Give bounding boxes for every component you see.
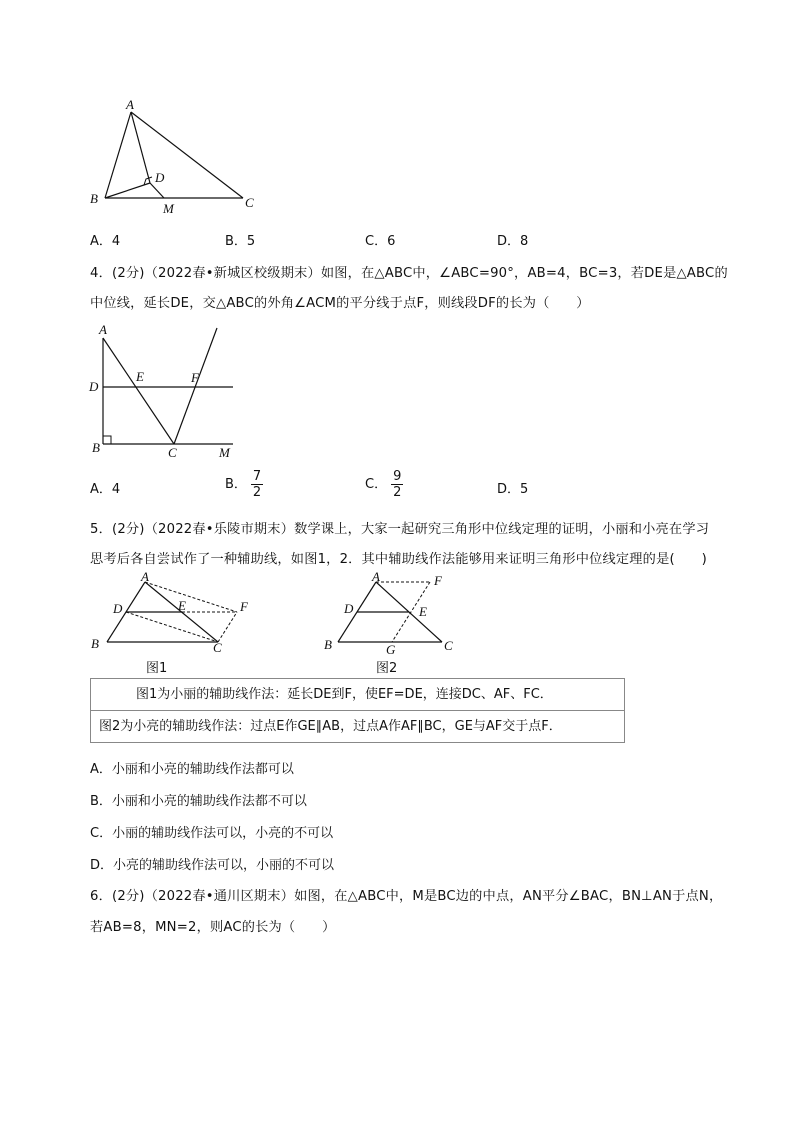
q5-fig1-label-E: E [178, 598, 186, 613]
q5-fig2-label-D: D [344, 601, 354, 616]
q3-label-B: B [90, 191, 98, 206]
q4-label-D: D [89, 379, 99, 394]
q4-label-C: C [168, 445, 177, 460]
q4-label-A: A [99, 322, 107, 337]
q4-option-b[interactable] [225, 469, 263, 500]
q5-fig2-label-A: A [372, 570, 380, 584]
q5-fig2-label-G: G [386, 642, 396, 656]
q4-label-F: F [191, 370, 199, 385]
q5-fig2-label-E: E [419, 604, 427, 619]
q5-method-xiaoli: 图1为小丽的辅助线作法：延长DE到F，使EF=DE，连接DC、AF、FC． [136, 687, 553, 702]
q5-fig1-label-F: F [240, 599, 248, 614]
q3-option-c[interactable]: C．6 [365, 234, 396, 249]
q5-fig1-caption: 图1 [146, 661, 168, 676]
q5-figure2 [320, 570, 465, 656]
q3-label-C: C [245, 195, 254, 210]
q4-option-a[interactable]: A．4 [90, 482, 121, 497]
q3-label-M: M [163, 201, 174, 216]
q5-fig1-label-D: D [113, 601, 123, 616]
q4-text-line1: 4．(2分)（2022春•新城区校级期末）如图，在△ABC中，∠ABC=90°，AB=4，BC=3，若DE是△ABC的 [90, 266, 728, 281]
q5-option-a[interactable]: A．小丽和小亮的辅助线作法都可以 [90, 762, 294, 777]
q4-option-c-prefix: C． [365, 477, 388, 492]
q4-label-E: E [136, 369, 144, 384]
q4-option-c-fraction [391, 469, 403, 500]
q4-figure [85, 320, 245, 460]
q4-option-d[interactable]: D．5 [497, 482, 529, 497]
q3-label-A: A [126, 97, 134, 112]
q5-option-c[interactable]: C．小丽的辅助线作法可以，小亮的不可以 [90, 826, 334, 841]
q4-label-B: B [92, 440, 100, 455]
q4-option-c-numerator: 9 [393, 469, 402, 484]
q3-label-D: D [155, 170, 165, 185]
q4-option-b-denominator: 2 [252, 485, 262, 500]
q5-figure1 [85, 570, 260, 656]
q5-option-d[interactable]: D．小亮的辅助线作法可以，小丽的不可以 [90, 858, 335, 873]
q3-option-d[interactable]: D．8 [497, 234, 529, 249]
q5-fig1-label-B: B [91, 636, 99, 651]
q5-fig2-label-F: F [434, 573, 442, 588]
q3-figure [85, 95, 265, 220]
q5-text-line1: 5．(2分)（2022春•乐陵市期末）数学课上，大家一起研究三角形中位线定理的证明，小丽和小亮在学习 [90, 522, 710, 537]
q4-option-c-denominator: 2 [393, 485, 402, 500]
q5-fig1-label-C: C [213, 640, 222, 655]
q5-fig2-caption: 图2 [376, 661, 398, 676]
q5-option-b[interactable]: B．小丽和小亮的辅助线作法都不可以 [90, 794, 307, 809]
q4-option-b-numerator: 7 [252, 469, 262, 484]
q5-fig2-label-B: B [324, 637, 332, 652]
q3-option-a[interactable]: A．4 [90, 234, 121, 249]
q5-fig2-label-C: C [444, 638, 453, 653]
q4-text-line2: 中位线，延长DE，交△ABC的外角∠ACM的平分线于点F，则线段DF的长为（ ） [90, 296, 590, 311]
q5-method-xiaoliang: 图2为小亮的辅助线作法：过点E作GE∥AB，过点A作AF∥BC，GE与AF交于点F． [91, 710, 624, 742]
q6-text-line2: 若AB=8，MN=2，则AC的长为（ ） [90, 920, 336, 935]
q5-text-line2: 思考后各自尝试作了一种辅助线，如图1，2．其中辅助线作法能够用来证明三角形中位线定理的是( ) [90, 552, 707, 567]
q3-option-b[interactable]: B．5 [225, 234, 256, 249]
q4-option-c[interactable] [365, 469, 403, 500]
q5-method-box [90, 678, 625, 743]
q4-option-b-prefix: B． [225, 477, 247, 492]
q4-label-M: M [219, 445, 230, 460]
q4-option-b-fraction [251, 469, 263, 500]
q6-text-line1: 6．(2分)（2022春•通川区期末）如图，在△ABC中，M是BC边的中点，AN平分∠BAC，BN⊥AN于点N， [90, 889, 723, 904]
q5-fig1-label-A: A [141, 570, 149, 584]
